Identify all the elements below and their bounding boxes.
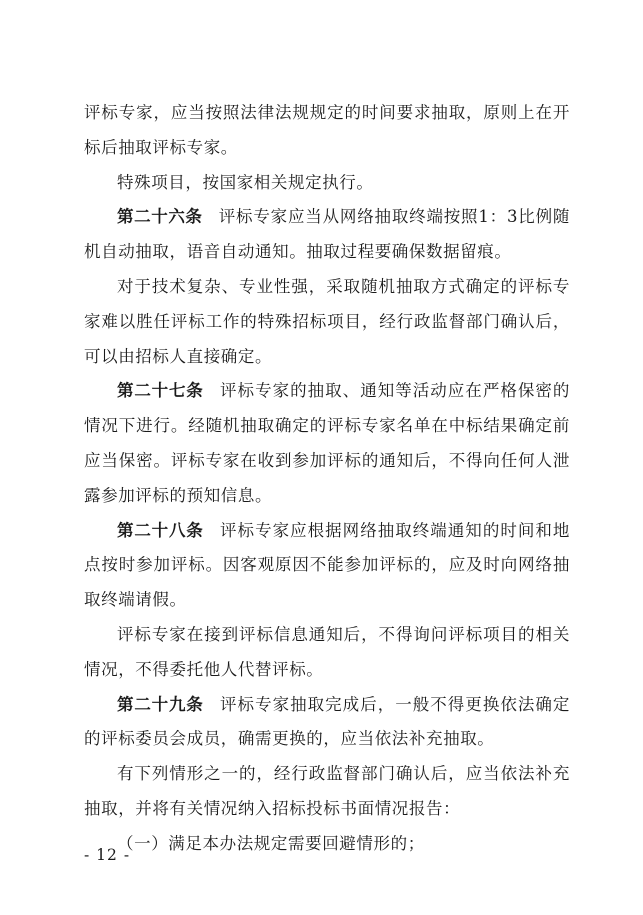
paragraph-text: 特殊项目，按国家相关规定执行。 (117, 172, 374, 192)
paragraph-text: 评标专家的抽取、通知等活动应在严格保密的情况下进行。经随机抽取确定的评标专家名单在中标结果确定前应当保密。评标专家在收到参加评标的通知后，不得向任何人泄露参加评标的预知信息。 (84, 381, 571, 505)
paragraph-text: 评标专家，应当按照法律法规规定的时间要求抽取，原则上在开标后抽取评标专家。 (84, 103, 570, 157)
paragraph-text: （一）满足本办法规定需要回避情形的； (117, 833, 425, 853)
body-paragraph (84, 618, 570, 688)
article-paragraph (84, 514, 570, 618)
paragraph-text: 评标专家应当从网络抽取终端按照1：3比例随机自动抽取，语音自动通知。抽取过程要确保数据留痕。 (84, 207, 570, 262)
paragraph-text: 对于技术复杂、专业性强，采取随机抽取方式确定的评标专家难以胜任评标工作的特殊招标项目，经行政监督部门确认后，可以由招标人直接确定。 (84, 276, 570, 366)
article-number: 第二十七条 (117, 381, 204, 401)
body-paragraph (84, 270, 570, 374)
paragraph-text: 评标专家应根据网络抽取终端通知的时间和地点按时参加评标。因客观原因不能参加评标的，应及时向网络抽取终端请假。 (84, 520, 571, 610)
page-number: - 12 - (84, 846, 131, 864)
body-paragraph (84, 96, 570, 166)
document-body (84, 96, 570, 862)
body-paragraph (84, 166, 570, 201)
paragraph-text: 有下列情形之一的，经行政监督部门确认后，应当依法补充抽取，并将有关情况纳入招标投标书面情况报告： (84, 764, 570, 818)
body-paragraph (84, 757, 570, 827)
paragraph-text: 评标专家抽取完成后，一般不得更换依法确定的评标委员会成员，确需更换的，应当依法补充抽取。 (84, 694, 571, 749)
article-paragraph (84, 374, 570, 513)
article-number: 第二十六条 (117, 207, 203, 227)
paragraph-text: 评标专家在接到评标信息通知后，不得询问评标项目的相关情况，不得委托他人代替评标。 (84, 624, 570, 679)
body-paragraph (84, 827, 570, 862)
article-number: 第二十九条 (117, 694, 204, 714)
article-number: 第二十八条 (117, 520, 204, 540)
article-paragraph (84, 200, 570, 270)
article-paragraph (84, 688, 570, 758)
